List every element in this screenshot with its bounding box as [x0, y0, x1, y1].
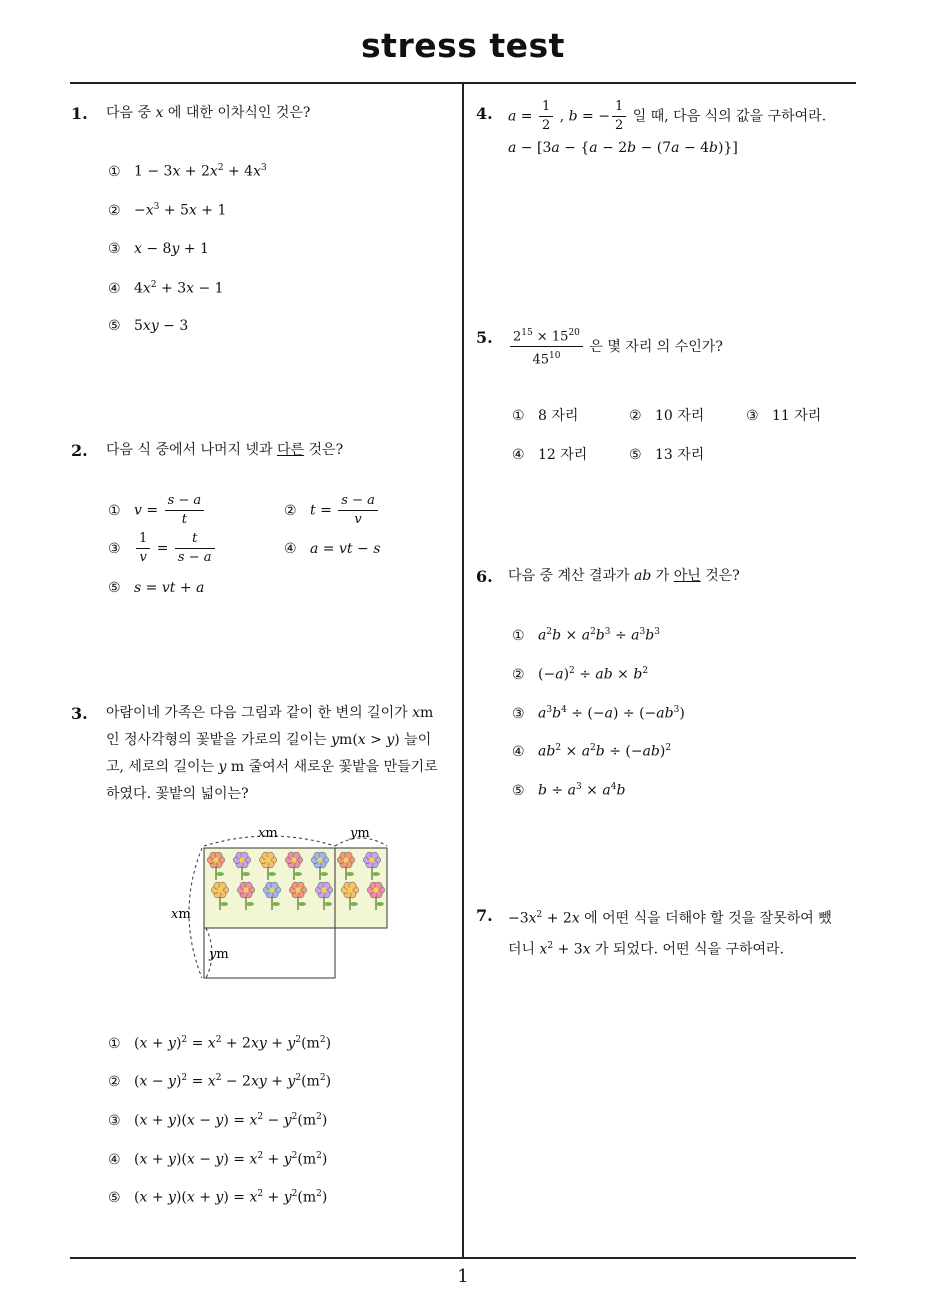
question-7-number: 7. — [476, 906, 493, 925]
q6-option-1[interactable]: ① $a^2b \times a^2b^3 \div a^3b^3$ — [512, 627, 660, 644]
column-divider — [462, 83, 464, 1258]
figure-label-left-x: xm — [171, 907, 191, 922]
question-7-text: $-3x^2 + 2x$ 에 어떤 식을 더해야 할 것을 잘못하여 뺐 더니 $x^2 + 3x$ 가 되었다. 어떤 식을 구하여라. — [508, 910, 832, 958]
figure-label-top-x: xm — [258, 826, 278, 841]
question-5-text: $\frac{2^{15} \times 15^{20}}{45^{10}}$ 은 몇 자리 의 수인가? — [508, 326, 723, 368]
q2-option-1[interactable]: ① v = $\frac{s - a}{t}$ — [108, 494, 206, 527]
q5-option-4[interactable]: ④ 12 자리 — [512, 447, 588, 463]
q1-option-3[interactable]: ③ x − 8y + 1 — [108, 241, 209, 257]
q1-option-2[interactable]: ② $-x^3 + 5x + 1$ — [108, 202, 227, 219]
page-number: 1 — [457, 1266, 469, 1287]
question-4-condition: a = $\frac{1}{2}$ , b = − $\frac{1}{2}$ 일 때, 다음 식의 값을 구하여라. — [508, 99, 827, 133]
q6-option-4[interactable]: ④ $ab^2 \times a^2b \div (-ab)^2$ — [512, 743, 672, 760]
q1-option-1[interactable]: ① $1 - 3x + 2x^2 + 4x^3$ — [108, 163, 267, 180]
question-1-number: 1. — [71, 104, 88, 123]
q3-option-5[interactable]: ⑤ $(x + y)(x + y) = x^2 + y^2(m^2)$ — [108, 1189, 328, 1206]
q3-option-1[interactable]: ① $(x + y)^2 = x^2 + 2xy + y^2(m^2)$ — [108, 1035, 332, 1052]
question-5-number: 5. — [476, 328, 493, 347]
question-4-number: 4. — [476, 104, 493, 123]
footer-rule — [70, 1257, 856, 1259]
figure-label-inner-y: ym — [209, 947, 229, 962]
question-6-text: 다음 중 계산 결과가 ab 가 아닌 것은? — [508, 568, 740, 584]
question-4-expression: a − [3a − {a − 2b − (7a − 4b)}] — [508, 140, 738, 156]
q6-option-2[interactable]: ② $(-a)^2$ ÷ ab × $b^2$ — [512, 666, 649, 683]
q5-option-5[interactable]: ⑤ 13 자리 — [629, 447, 705, 463]
q1-option-4[interactable]: ④ $4x^2 + 3x - 1$ — [108, 280, 224, 297]
q3-option-2[interactable]: ② $(x - y)^2 = x^2 - 2xy + y^2(m^2)$ — [108, 1073, 332, 1090]
q3-option-4[interactable]: ④ $(x + y)(x - y) = x^2 + y^2(m^2)$ — [108, 1151, 328, 1168]
q3-option-3[interactable]: ③ $(x + y)(x - y) = x^2 - y^2(m^2)$ — [108, 1112, 328, 1129]
question-3-number: 3. — [71, 704, 88, 723]
q1-option-5[interactable]: ⑤ 5xy − 3 — [108, 318, 189, 334]
flower-garden-figure — [170, 820, 400, 990]
q2-option-2[interactable]: ② t = $\frac{s - a}{v}$ — [284, 494, 380, 527]
question-2-text: 다음 식 중에서 나머지 넷과 다른 것은? — [106, 442, 344, 458]
q6-option-5[interactable]: ⑤ $b \div a^3 \times a^4b$ — [512, 782, 626, 799]
q5-option-1[interactable]: ① 8 자리 — [512, 408, 579, 424]
q2-option-3[interactable]: ③ $\frac{1}{v}$ = $\frac{t}{s - a}$ — [108, 532, 217, 565]
question-3-text: 아람이네 가족은 다음 그림과 같이 한 변의 길이가 xm 인 정사각형의 꽃밭을 가로의 길이는 ym(x > y) 늘이 고, 세로의 길이는 y m 줄여서 새로운 꽃밭을 만들기로 하였다. 꽃밭의 넓이는? — [106, 705, 438, 802]
q2-option-4[interactable]: ④ a = vt − s — [284, 541, 381, 557]
q2-option-5[interactable]: ⑤ s = vt + a — [108, 580, 205, 596]
question-6-number: 6. — [476, 567, 493, 586]
figure-label-top-y: ym — [350, 826, 370, 841]
page-title: stress test — [361, 26, 565, 65]
q5-option-2[interactable]: ② 10 자리 — [629, 408, 705, 424]
question-1-text: 다음 중 x 에 대한 이차식인 것은? — [106, 105, 311, 121]
q5-option-3[interactable]: ③ 11 자리 — [746, 408, 822, 424]
question-2-number: 2. — [71, 441, 88, 460]
q6-option-3[interactable]: ③ $a^3b^4 \div (-a) \div (-ab^3)$ — [512, 705, 685, 722]
